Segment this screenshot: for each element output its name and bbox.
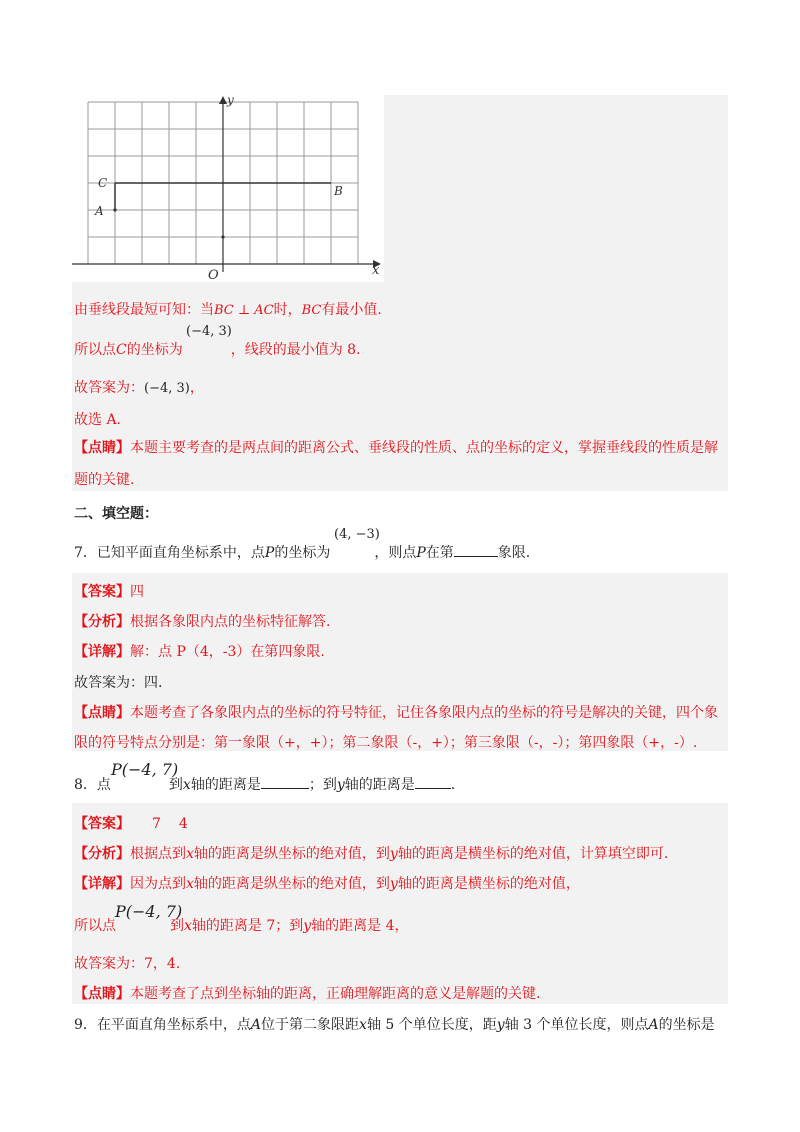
label-C: C (98, 176, 108, 190)
text: 故答案为： (74, 380, 144, 396)
sol6-line4: 故选 A. (74, 412, 122, 428)
math-var: x (359, 1017, 367, 1033)
answer-blank-1[interactable] (261, 774, 309, 789)
text: 的坐标是 (658, 1017, 715, 1033)
q7-analysis (74, 612, 330, 632)
text: 7．已知平面直角坐标系中，点 (74, 545, 265, 561)
y-axis-arrow (219, 96, 227, 104)
text: 轴的距离是横坐标的绝对值， (397, 876, 580, 892)
q8-so (74, 916, 409, 936)
text: 根据各象限内点的坐标特征解答. (130, 614, 331, 630)
text: 由垂线段最短可知：当 (74, 302, 214, 318)
q8-final: 故答案为：7，4. (74, 956, 181, 972)
text: . (450, 777, 456, 793)
math-var: x (182, 777, 191, 793)
answer-blank[interactable] (454, 542, 498, 557)
text: 本题考查了各象限内点的坐标的符号特征，记住各象限内点的坐标的符号是解决的关键，四个象 (130, 705, 718, 721)
tag-detail: 【详解】 (74, 876, 130, 892)
label-x: x (372, 263, 380, 278)
q8-question (74, 774, 455, 795)
math-var: A (648, 1017, 659, 1033)
q8-coord-raised: P(−4, 7) (111, 760, 179, 779)
section-title: 二、填空题： (74, 506, 158, 522)
text: 的坐标为 (126, 342, 183, 358)
label-A: A (95, 204, 104, 218)
tag-analysis: 【分析】 (74, 614, 130, 630)
text: 有最小值. (321, 302, 382, 318)
text: 轴的距离是 (344, 777, 415, 793)
sol6-line2 (74, 340, 361, 360)
label-B: B (334, 184, 343, 198)
figure-shade (384, 95, 728, 282)
coordinate-grid-figure (68, 92, 388, 282)
text: 象限. (497, 545, 531, 561)
text: 轴的距离是 7；到 (191, 918, 304, 934)
tag-dianjing: 【点睛】 (74, 705, 130, 721)
math-var: A (250, 1017, 262, 1033)
sol6-line6: 题的关键. (74, 472, 135, 488)
text: 轴 3 个单位长度，则点 (504, 1017, 649, 1033)
answer-blank-2[interactable] (415, 774, 451, 789)
text: ，则点 (374, 545, 417, 561)
q7-dianjing-1 (74, 703, 718, 723)
sol6-line1 (74, 300, 382, 321)
text: 轴 5 个单位长度，距 (366, 1017, 497, 1033)
text: 解：点 P（4，-3）在第四象限. (130, 644, 325, 660)
tag-detail: 【详解】 (74, 644, 130, 660)
q7-answer (74, 582, 144, 602)
tag-answer: 【答案】 (74, 584, 130, 600)
math-var: x (186, 876, 194, 892)
text: 9．在平面直角坐标系中，点 (74, 1017, 251, 1033)
sol6-coord-raised: (−4, 3) (186, 324, 232, 339)
q7-dianjing-2: 限的符号特点分别是：第一象限（+，+）；第二象限（-，+）；第三象限（-，-）；第四象限（+，-）. (74, 735, 698, 751)
text: ；到 (308, 777, 337, 793)
q8-dianjing (74, 984, 540, 1004)
math-coord: (−4, 3) (144, 381, 190, 396)
text: 根据点到 (130, 846, 186, 862)
math-expr: BC (301, 303, 322, 318)
text: 本题考查了点到坐标轴的距离，正确理解距离的意义是解题的关键. (130, 986, 541, 1002)
math-var: y (389, 876, 398, 892)
point-A (113, 208, 116, 211)
q7-question (74, 542, 530, 563)
text: ， (189, 380, 204, 396)
tag-dianjing: 【点睛】 (74, 440, 130, 456)
q9-question (74, 1015, 715, 1035)
sol6-line3 (74, 378, 204, 399)
math-expr: BC ⊥ AC (214, 303, 274, 318)
math-var: y (336, 777, 345, 793)
q8-so-coord-raised: P(−4, 7) (115, 902, 183, 921)
q8-detail (74, 874, 580, 894)
text: 轴的距离是 4， (311, 918, 409, 934)
text: 位于第二象限距 (261, 1017, 360, 1033)
tag-answer: 【答案】 (74, 816, 130, 832)
math-var: y (496, 1017, 505, 1033)
math-var: P (264, 545, 275, 561)
q7-coord-raised: (4, −3) (334, 527, 380, 542)
point-mid (221, 235, 224, 238)
tag-dianjing: 【点睛】 (74, 986, 130, 1002)
text: 8．点 (74, 777, 111, 793)
label-O: O (208, 268, 219, 282)
text: 所以点 (74, 918, 116, 934)
tag-analysis: 【分析】 (74, 846, 130, 862)
math-var: y (389, 846, 398, 862)
math-var: P (416, 545, 426, 561)
answer-value-1: 7 (152, 816, 161, 832)
text: 轴的距离是纵坐标的绝对值，到 (193, 876, 390, 892)
answer-value-2: 4 (178, 816, 188, 832)
text: 的坐标为 (274, 545, 331, 561)
math-var: x (186, 846, 194, 862)
math-var: y (303, 918, 312, 934)
text: 因为点到 (130, 876, 186, 892)
text: 轴的距离是纵坐标的绝对值，到 (193, 846, 390, 862)
text: 本题主要考查的是两点间的距离公式、垂线段的性质、点的坐标的定义，掌握垂线段的性质是解 (130, 440, 718, 456)
text: 所以点 (74, 342, 116, 358)
text: 在第 (425, 545, 454, 561)
text: 到 (170, 918, 184, 934)
math-var: x (184, 918, 192, 934)
solution-shade-q7 (72, 573, 728, 751)
q7-detail (74, 642, 325, 662)
text: ，线段的最小值为 8. (230, 342, 361, 358)
label-y: y (227, 93, 234, 107)
q8-analysis (74, 844, 668, 864)
text: 轴的距离是横坐标的绝对值，计算填空即可. (397, 846, 669, 862)
text: 到 (168, 777, 183, 793)
math-var: C (116, 342, 127, 358)
q7-final: 故答案为：四. (74, 675, 163, 691)
text: 轴的距离是 (190, 777, 261, 793)
sol6-line5 (74, 438, 718, 458)
answer-value: 四 (130, 584, 144, 600)
text: 时， (273, 302, 302, 318)
q8-answer (74, 814, 188, 834)
